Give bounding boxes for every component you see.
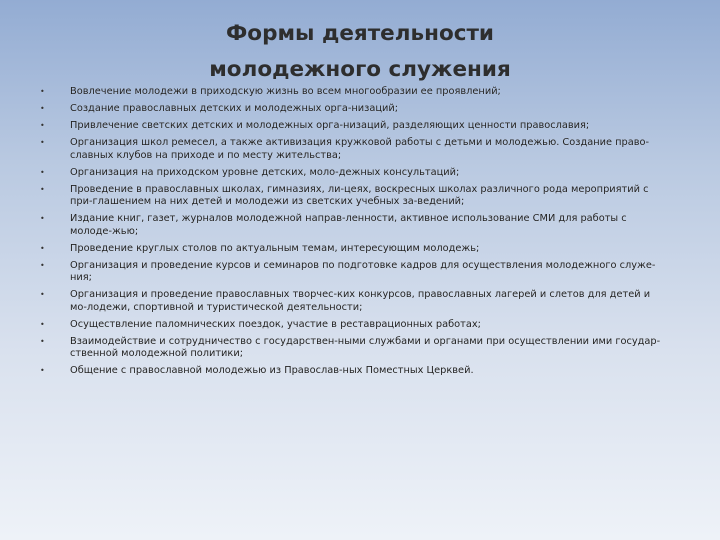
list-item [0,213,670,238]
list-item [0,365,670,378]
list-item [0,137,670,162]
list-item [0,243,670,256]
bullet-icon: • [40,184,45,194]
list-item [0,120,670,133]
list-item-text: Организация и проведение курсов и семинаров по подготовке кадров для осуществления молодежного служе-ния; [70,259,656,283]
list-item-text: Организация и проведение православных творчес-ких конкурсов, православных лагерей и слетов для детей и мо-лодежи, спортивной и туристической деятельности; [70,289,651,313]
list-item [0,184,670,209]
list-item-text: Осуществление паломнических поездок, участие в реставрационных работах; [70,318,481,330]
bullet-icon: • [40,366,45,375]
activity-list [0,86,720,382]
bullet-icon: • [40,336,45,346]
bullet-icon: • [40,87,45,96]
list-item-text: Общение с православной молодежью из Православ-ных Поместных Церквей. [70,365,474,376]
bullet-icon: • [40,260,45,270]
list-item [0,336,670,361]
bullet-icon: • [40,319,45,329]
bullet-icon: • [40,214,45,223]
slide-title [0,16,720,88]
list-item-text: Привлечение светских детских и молодежных орга-низаций, разделяющих ценности православия; [70,120,590,131]
list-item-text: Издание книг, газет, журналов молодежной направ-ленности, активное использование СМИ для работы с молоде-жью; [70,213,627,237]
bullet-icon: • [40,138,45,147]
list-item-text: Создание православных детских и молодежных орга-низаций; [70,103,399,114]
list-item [0,260,670,285]
list-item-text: Взаимодействие и сотрудничество с государствен-ными службами и органами при осуществлении ими государ-ственной молодежной политики; [70,335,661,359]
bullet-icon: • [40,290,45,299]
slide-title-line-1: Формы деятельности [225,21,494,46]
list-item-text: Проведение круглых столов по актуальным темам, интересующим молодежь; [70,242,480,254]
bullet-icon: • [40,104,45,113]
list-item [0,86,670,99]
list-item-text: Организация на приходском уровне детских, моло-дежных консультаций; [70,166,460,178]
bullet-icon: • [40,121,45,130]
list-item [0,319,670,332]
bullet-icon: • [40,243,45,253]
bullet-icon: • [40,167,45,177]
list-item-text: Проведение в православных школах, гимназиях, ли-цеях, воскресных школах различного рода мероприятий с при-глашением на них детей и молодежи из светских учебных за-ведений; [70,183,649,207]
list-item [0,103,670,116]
list-item-text: Вовлечение молодежи в приходскую жизнь во всем многообразии ее проявлений; [70,86,501,97]
slide-title-line-2: молодежного служения [209,57,511,82]
list-item-text: Организация школ ремесел, а также активизация кружковой работы с детьми и молодежью. Создание право-славных клубов на приходе и по месту жительства; [70,137,650,161]
list-item [0,167,670,180]
list-item [0,289,670,314]
